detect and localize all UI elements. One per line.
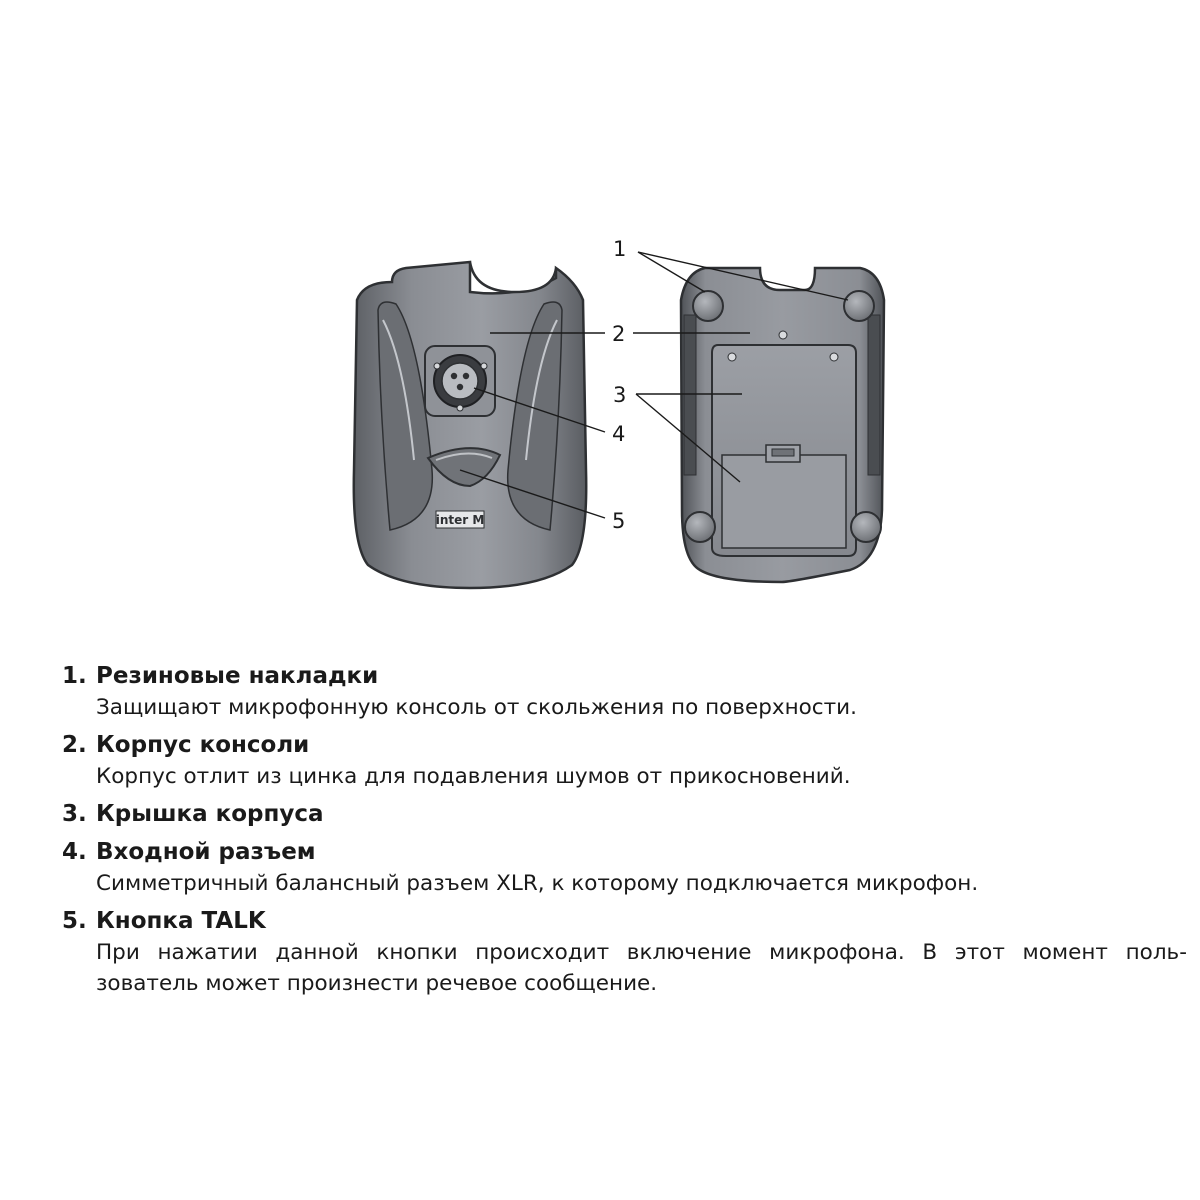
housing-cover: [712, 345, 856, 556]
callout-1: 1: [613, 237, 627, 261]
parts-legend: [62, 660, 1187, 1005]
legend-item-title: 4. Входной разъем: [62, 839, 316, 865]
legend-item-description: При нажатии данной кнопки происходит включение микрофона. В этот момент поль- зователь может произнести речевое сообщение.: [96, 940, 1187, 996]
xlr-input-connector: [425, 346, 495, 416]
rubber-pad: [844, 291, 874, 321]
rubber-pad: [685, 512, 715, 542]
front-view: [354, 262, 586, 588]
legend-item-title: 5. Кнопка TALK: [62, 908, 266, 934]
brand-logo: [436, 511, 485, 528]
legend-item-description: Защищают микрофонную консоль от скольжения по поверхности.: [96, 695, 857, 720]
legend-item-input-connector: [62, 836, 1187, 899]
callout-2: 2: [612, 322, 626, 346]
legend-item-title: 1. Резиновые накладки: [62, 663, 379, 689]
legend-item-console-body: [62, 729, 1187, 792]
callout-3: 3: [613, 383, 627, 407]
legend-item-title: 3. Крышка корпуса: [62, 801, 324, 827]
legend-item-description: Симметричный балансный разъем XLR, к которому подключается микрофон.: [96, 871, 979, 896]
back-view: [681, 268, 884, 582]
legend-item-description: Корпус отлит из цинка для подавления шумов от прикосновений.: [96, 764, 851, 789]
brand-logo-text: inter M: [435, 513, 485, 527]
callout-5: 5: [612, 509, 626, 533]
rubber-pad: [851, 512, 881, 542]
legend-item-talk-button: [62, 905, 1187, 999]
legend-item-rubber-pads: [62, 660, 1187, 723]
legend-item-title: 2. Корпус консоли: [62, 732, 310, 758]
callout-4: 4: [612, 422, 626, 446]
legend-item-housing-cover: [62, 798, 1187, 830]
rubber-pad: [693, 291, 723, 321]
